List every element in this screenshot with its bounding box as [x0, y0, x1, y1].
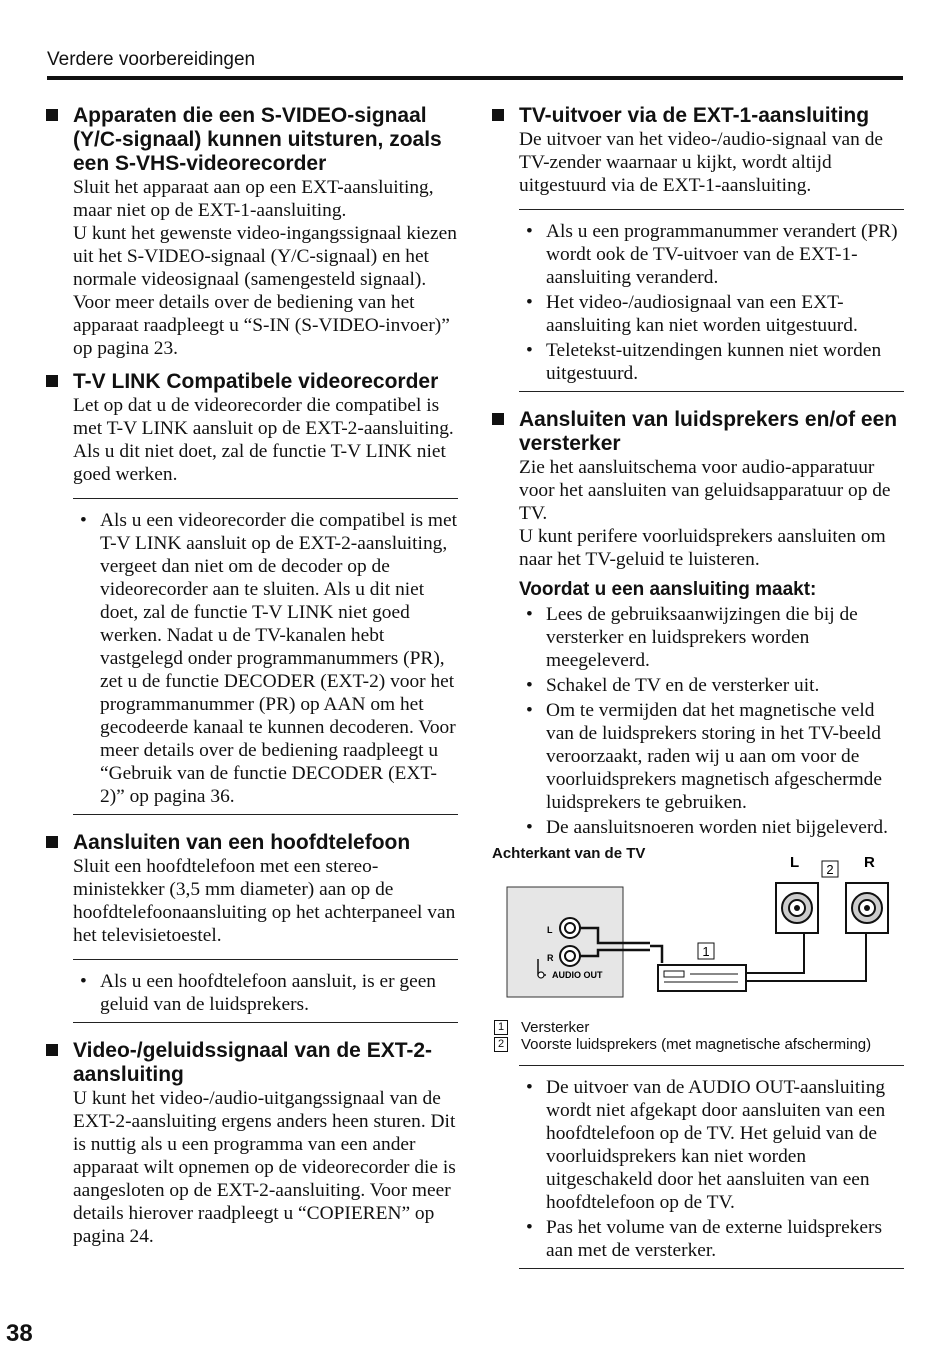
section-body: U kunt het gewenste video-ingangssignaal kiezen uit het S-VIDEO-signaal (Y/C-signaal) en het normale videosignaal (samengesteld signaal). Voor meer details over de bediening van het apparaat raadpleegt u “S-IN (S-VIDEO-invoer)” op pagina 23. [73, 223, 457, 359]
right-column [490, 104, 904, 1285]
note-list [73, 970, 458, 1016]
note-item: • De uitvoer van de AUDIO OUT-aansluiting wordt niet afgekapt door aansluiten van een hoofdtelefoon op de TV. Het geluid van de voorluidsprekers kan niet worden uitgeschakeld door het aansluiten van een hoofdtelefoon op de TV. [519, 1076, 904, 1214]
jack-r-label: R [547, 953, 554, 963]
speaker-r-label: R [864, 855, 875, 871]
section-body: De uitvoer van het video-/audio-signaal van de TV-zender waarnaar u kijkt, wordt altijd uitgestuurd via de EXT-1-aansluiting. [519, 129, 883, 196]
square-bullet-icon [46, 1044, 58, 1056]
bullet-item: • De aansluitsnoeren worden niet bijgeleverd. [519, 816, 904, 839]
square-bullet-icon [46, 375, 58, 387]
header-rule [47, 76, 903, 80]
diagram-svg [490, 855, 904, 1005]
section-ext1-output [490, 104, 904, 392]
svg-text:2: 2 [826, 862, 834, 877]
section-heading: Aansluiten van luidsprekers en/of een versterker [490, 408, 904, 456]
note-rule [73, 1022, 458, 1023]
note-item: • Als u een programmanummer verandert (PR) wordt ook de TV-uitvoer van de EXT-1-aansluiting veranderd. [519, 220, 904, 289]
note-rule [519, 1268, 904, 1269]
bullet-item: • Schakel de TV en de versterker uit. [519, 674, 904, 697]
note-item: • Als u een hoofdtelefoon aansluit, is er geen geluid van de luidsprekers. [73, 970, 458, 1016]
square-bullet-icon [46, 109, 58, 121]
section-body: Zie het aansluitschema voor audio-apparatuur voor het aansluiten van geluidsapparatuur op de TV. [519, 457, 891, 524]
page-number: 38 [6, 1320, 33, 1347]
section-heading: Apparaten die een S-VIDEO-signaal (Y/C-signaal) kunnen uitsturen, zoals een S-VHS-videorecorder [44, 104, 458, 176]
diagram-title: Achterkant van de TV [492, 845, 646, 862]
note-list [73, 509, 458, 808]
note-list [519, 220, 904, 385]
section-heading: Video-/geluidssignaal van de EXT-2-aansluiting [44, 1039, 458, 1087]
page-header: Verdere voorbereidingen [47, 49, 256, 70]
note-rule [73, 814, 458, 815]
left-column [44, 104, 458, 1258]
square-bullet-icon [492, 109, 504, 121]
legend-item: 1 Versterker [490, 1019, 904, 1036]
note-item: • Pas het volume van de externe luidsprekers aan met de versterker. [519, 1216, 904, 1262]
section-heading: T-V LINK Compatibele videorecorder [44, 370, 458, 394]
note-rule [73, 498, 458, 499]
connection-diagram [490, 845, 904, 1015]
square-bullet-icon [492, 413, 504, 425]
note-rule [519, 391, 904, 392]
section-ext2-output [44, 1039, 458, 1248]
section-body: Let op dat u de videorecorder die compatibel is met T-V LINK aansluit op de EXT-2-aansluiting. Als u dit niet doet, zal de functie T-V LINK niet goed werken. [73, 395, 454, 485]
bullet-item: • Om te vermijden dat het magnetische veld van de luidsprekers storing in het TV-beeld veroorzaakt, raden wij u aan om voor de voorluidsprekers magnetisch afgeschermde luidsprekers te gebruiken. [519, 699, 904, 814]
section-body: U kunt perifere voorluidsprekers aansluiten om naar het TV-geluid te luisteren. [519, 526, 886, 570]
section-heading: TV-uitvoer via de EXT-1-aansluiting [490, 104, 904, 128]
section-heading: Aansluiten van een hoofdtelefoon [44, 831, 458, 855]
bullet-list [519, 603, 904, 839]
section-headphones [44, 831, 458, 1023]
note-rule [519, 209, 904, 210]
note-item: • Als u een videorecorder die compatibel is met T-V LINK aansluit op de EXT-2-aansluiting, vergeet dan niet om de decoder op de videorecorder aan te sluiten. Als u dit niet doet, zal de functie T-V LINK niet goed werken. Nadat u de TV-kanalen hebt vastgelegd onder programmanummers (PR), zet u de functie DECODER (EXT-2) voor het programmanummer (PR) op AAN om het gecodeerde kanaal te kunnen decoderen. Voor meer details over de bediening raadpleegt u “Gebruik van de functie DECODER (EXT-2)” op pagina 36. [73, 509, 458, 808]
section-s-video [44, 104, 458, 360]
note-item: • Het video-/audiosignaal van een EXT-aansluiting kan niet worden uitgestuurd. [519, 291, 904, 337]
section-tv-link [44, 370, 458, 815]
diagram-legend [490, 1019, 904, 1053]
amplifier-icon [658, 965, 746, 991]
bullet-item: • Lees de gebruiksaanwijzingen die bij de versterker en luidsprekers worden meegeleverd. [519, 603, 904, 672]
subheading: Voordat u een aansluiting maakt: [519, 579, 817, 600]
note-item: • Teletekst-uitzendingen kunnen niet worden uitgestuurd. [519, 339, 904, 385]
section-body: Sluit een hoofdtelefoon met een stereo-ministekker (3,5 mm diameter) aan op de hoofdtelefoonaansluiting op het achterpaneel van het televisietoestel. [73, 856, 456, 946]
jack-l-label: L [547, 925, 553, 935]
note-list [519, 1076, 904, 1262]
legend-item: 2 Voorste luidsprekers (met magnetische afscherming) [490, 1036, 904, 1053]
section-body: U kunt het video-/audio-uitgangssignaal van de EXT-2-aansluiting ergens anders heen sturen. Dit is nuttig als u een programma van een ander apparaat wilt opnemen op de videorecorder die is aangesloten op de EXT-2-aansluiting. Voor meer details hierover raadpleegt u “COPIEREN” op pagina 24. [73, 1088, 456, 1247]
speaker-l-label: L [790, 855, 800, 871]
section-speakers [490, 408, 904, 1269]
audio-out-label: AUDIO OUT [552, 970, 603, 980]
section-body: Sluit het apparaat aan op een EXT-aansluiting, maar niet op de EXT-1-aansluiting. [73, 177, 434, 221]
note-rule [519, 1065, 904, 1066]
square-bullet-icon [46, 836, 58, 848]
note-rule [73, 959, 458, 960]
svg-text:1: 1 [702, 944, 710, 959]
